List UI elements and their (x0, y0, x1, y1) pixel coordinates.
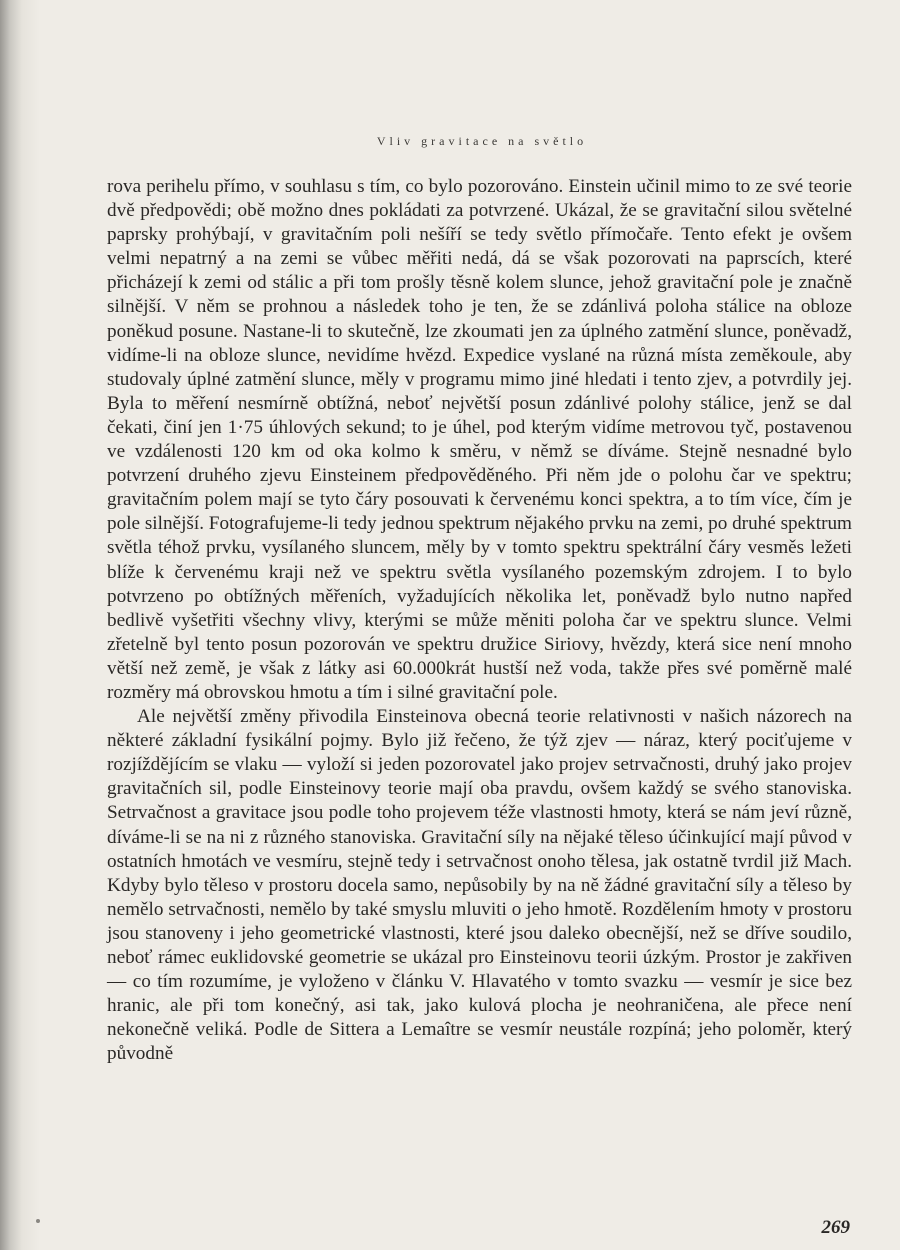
paragraph-2: Ale největší změny přivodila Einsteinova obecná teorie relativnosti v našich názorech na některé základní fysikální pojmy. Bylo již řečeno, že týž zjev — náraz, který pociťujeme v rozjíždějícím se vlaku — vyloží si jeden pozorovatel jako projev setrvačnosti, druhý jako projev gravitačních sil, podle Einsteinovy teorie mají oba pravdu, ovšem každý se svého stanoviska. Setrvačnost a gravitace jsou podle toho projevem téže vlastnosti hmoty, která se nám jeví různě, díváme-li se na ni z různého stanoviska. Gravitační síly na nějaké těleso účinkující mají původ v ostatních hmotách ve vesmíru, stejně tedy i setrvačnost onoho tělesa, jak ostatně tvrdil již Mach. Kdyby bylo těleso v prostoru docela samo, nepůsobily by na ně žádné gravitační síly a těleso by nemělo setrvačnosti, nemělo by také smyslu mluviti o jeho hmotě. Rozdělením hmoty v prostoru jsou stanoveny i jeho geometrické vlastnosti, které jsou daleko obecnější, než se dříve soudilo, neboť rámec euklidovské geometrie se ukázal pro Einsteinovu teorii úzkým. Prostor je zakřiven — co tím rozumíme, je vyloženo v článku V. Hlavatého v tomto svazku — vesmír je sice bez hranic, ale při tom konečný, asi tak, jako kulová plocha je neohraničena, ale přece není nekonečně veliká. Podle de Sittera a Lemaître se vesmír neustále rozpíná; jeho poloměr, který původně (107, 706, 852, 1065)
running-header: Vliv gravitace na světlo (376, 134, 588, 148)
ink-speck (36, 1219, 40, 1223)
body-text (107, 175, 852, 1066)
page-number: 269 (821, 1217, 850, 1238)
paragraph-1: rova perihelu přímo, v souhlasu s tím, co bylo pozorováno. Einstein učinil mimo to ze své teorie dvě předpovědi; obě možno dnes pokládati za potvrzené. Ukázal, že se gravitační silou světelné paprsky prohýbají, v gravitačním poli nešíří se tedy světlo přímočaře. Tento efekt je ovšem velmi nepatrný a na zemi se vůbec měřiti nedá, dá se však pozorovati na paprscích, které přicházejí k zemi od stálic a při tom prošly těsně kolem slunce, jehož gravitační pole je značně silnější. V něm se prohnou a následek toho je ten, že se zdánlivá poloha stálice na obloze poněkud posune. Nastane-li to skutečně, lze zkoumati jen za úplného zatmění slunce, poněvadž, vidíme-li na obloze slunce, nevidíme hvězd. Expedice vyslané na různá místa zeměkoule, aby studovaly úplné zatmění slunce, měly v programu mimo jiné hledati i tento zjev, a potvrdily jej. Byla to měření nesmírně obtížná, neboť největší posun zdánlivé polohy stálice, jenž se dal čekati, činí jen 1·75 úhlových sekund; to je úhel, pod kterým vidíme metrovou tyč, postavenou ve vzdálenosti 120 km od oka kolmo k směru, v němž se díváme. Stejně nesnadné bylo potvrzení druhého zjevu Einsteinem předpověděného. Při něm jde o polohu čar ve spektru; gravitačním polem mají se tyto čáry posouvati k červenému konci spektra, a to tím více, čím je pole silnější. Fotografujeme-li tedy jednou spektrum nějakého prvku na zemi, po druhé spektrum světla téhož prvku, vysílaného sluncem, měly by v tomto spektru spektrální čáry vesměs ležeti blíže k červenému kraji než ve spektru světla vysílaného pozemským zdrojem. I to bylo potvrzeno po obtížných měřeních, vyžadujících několika let, poněvadž bylo nutno napřed bedlivě vyšetřiti všechny vlivy, kterými se může měniti poloha čar ve spektru slunce. Velmi zřetelně byl tento posun pozorován ve spektru družice Siriovy, hvězdy, která sice není mnoho větší než země, je však z látky asi 60.000krát hustší než voda, takže přes své poměrně malé rozměry má obrovskou hmotu a tím i silné gravitační pole. (107, 176, 852, 703)
